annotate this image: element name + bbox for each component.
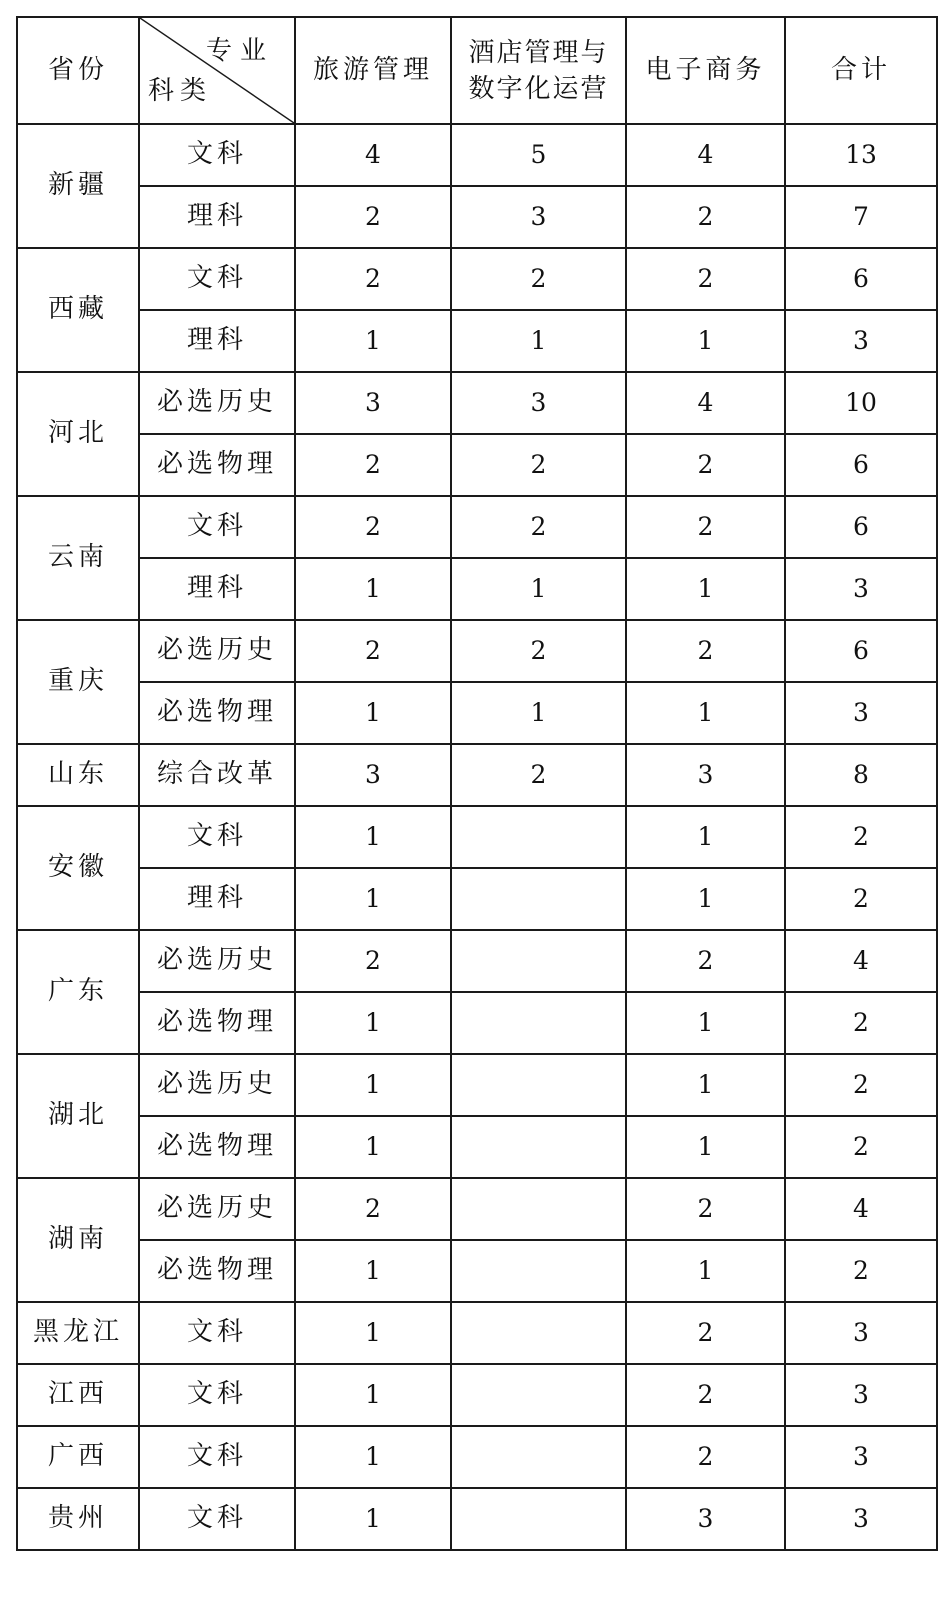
total-count-cell: 6 xyxy=(785,496,937,558)
province-cell: 河北 xyxy=(17,372,139,496)
table-row xyxy=(17,1426,937,1488)
hotel-count-cell: 3 xyxy=(451,186,626,248)
province-cell: 广东 xyxy=(17,930,139,1054)
hotel-count-cell xyxy=(451,930,626,992)
total-count-cell: 2 xyxy=(785,868,937,930)
ecommerce-count-cell: 1 xyxy=(626,310,785,372)
table-row xyxy=(17,496,937,558)
table-row xyxy=(17,806,937,868)
tourism-count-cell: 2 xyxy=(295,496,451,558)
hotel-count-cell: 2 xyxy=(451,248,626,310)
province-cell: 江西 xyxy=(17,1364,139,1426)
ecommerce-count-cell: 1 xyxy=(626,868,785,930)
hotel-count-cell xyxy=(451,1178,626,1240)
category-cell: 必选历史 xyxy=(139,1178,295,1240)
category-cell: 理科 xyxy=(139,186,295,248)
hotel-count-cell xyxy=(451,1302,626,1364)
header-tourism: 旅游管理 xyxy=(295,17,451,124)
tourism-count-cell: 1 xyxy=(295,1116,451,1178)
ecommerce-count-cell: 4 xyxy=(626,124,785,186)
category-cell: 理科 xyxy=(139,310,295,372)
ecommerce-count-cell: 1 xyxy=(626,1116,785,1178)
province-cell: 黑龙江 xyxy=(17,1302,139,1364)
category-cell: 文科 xyxy=(139,1364,295,1426)
header-province: 省份 xyxy=(17,17,139,124)
table-row xyxy=(17,744,937,806)
enrollment-plan-table xyxy=(16,16,938,1551)
table-row xyxy=(17,1302,937,1364)
total-count-cell: 10 xyxy=(785,372,937,434)
ecommerce-count-cell: 2 xyxy=(626,1302,785,1364)
hotel-count-cell: 2 xyxy=(451,496,626,558)
ecommerce-count-cell: 2 xyxy=(626,930,785,992)
hotel-count-cell: 3 xyxy=(451,372,626,434)
ecommerce-count-cell: 1 xyxy=(626,682,785,744)
hotel-count-cell xyxy=(451,806,626,868)
header-diagonal-cell xyxy=(139,17,295,124)
ecommerce-count-cell: 3 xyxy=(626,1488,785,1550)
tourism-count-cell: 3 xyxy=(295,372,451,434)
province-cell: 新疆 xyxy=(17,124,139,248)
header-hotel xyxy=(451,17,626,124)
tourism-count-cell: 4 xyxy=(295,124,451,186)
hotel-count-cell: 5 xyxy=(451,124,626,186)
total-count-cell: 6 xyxy=(785,620,937,682)
total-count-cell: 3 xyxy=(785,1302,937,1364)
enrollment-plan-table-container xyxy=(16,16,936,1551)
ecommerce-count-cell: 1 xyxy=(626,992,785,1054)
ecommerce-count-cell: 1 xyxy=(626,1054,785,1116)
tourism-count-cell: 2 xyxy=(295,248,451,310)
province-cell: 广西 xyxy=(17,1426,139,1488)
table-row xyxy=(17,1364,937,1426)
table-row xyxy=(17,372,937,434)
province-cell: 重庆 xyxy=(17,620,139,744)
tourism-count-cell: 3 xyxy=(295,744,451,806)
header-total: 合计 xyxy=(785,17,937,124)
total-count-cell: 2 xyxy=(785,1054,937,1116)
category-cell: 必选物理 xyxy=(139,1116,295,1178)
total-count-cell: 2 xyxy=(785,1116,937,1178)
hotel-count-cell: 2 xyxy=(451,744,626,806)
category-cell: 必选历史 xyxy=(139,930,295,992)
header-category-label: 科类 xyxy=(148,75,213,106)
table-row xyxy=(17,186,937,248)
table-row xyxy=(17,1240,937,1302)
tourism-count-cell: 1 xyxy=(295,310,451,372)
table-body xyxy=(17,124,937,1550)
header-hotel-line1: 酒店管理与 xyxy=(468,37,609,68)
province-cell: 山东 xyxy=(17,744,139,806)
province-cell: 安徽 xyxy=(17,806,139,930)
table-row xyxy=(17,310,937,372)
total-count-cell: 6 xyxy=(785,434,937,496)
ecommerce-count-cell: 2 xyxy=(626,186,785,248)
hotel-count-cell xyxy=(451,1426,626,1488)
ecommerce-count-cell: 1 xyxy=(626,1240,785,1302)
table-row xyxy=(17,248,937,310)
header-ecommerce: 电子商务 xyxy=(626,17,785,124)
tourism-count-cell: 1 xyxy=(295,1426,451,1488)
total-count-cell: 2 xyxy=(785,1240,937,1302)
header-row xyxy=(17,17,937,124)
header-hotel-line2: 数字化运营 xyxy=(468,73,609,104)
category-cell: 文科 xyxy=(139,248,295,310)
tourism-count-cell: 1 xyxy=(295,1488,451,1550)
table-row xyxy=(17,868,937,930)
diagonal-line xyxy=(140,18,294,123)
ecommerce-count-cell: 2 xyxy=(626,1178,785,1240)
tourism-count-cell: 1 xyxy=(295,682,451,744)
table-row xyxy=(17,1116,937,1178)
tourism-count-cell: 2 xyxy=(295,930,451,992)
total-count-cell: 3 xyxy=(785,1364,937,1426)
province-cell: 湖北 xyxy=(17,1054,139,1178)
ecommerce-count-cell: 2 xyxy=(626,248,785,310)
category-cell: 必选历史 xyxy=(139,620,295,682)
category-cell: 文科 xyxy=(139,1488,295,1550)
header-major-label: 专业 xyxy=(205,36,274,66)
category-cell: 必选历史 xyxy=(139,1054,295,1116)
total-count-cell: 3 xyxy=(785,682,937,744)
province-cell: 西藏 xyxy=(17,248,139,372)
tourism-count-cell: 1 xyxy=(295,558,451,620)
total-count-cell: 2 xyxy=(785,806,937,868)
tourism-count-cell: 1 xyxy=(295,992,451,1054)
tourism-count-cell: 1 xyxy=(295,1364,451,1426)
ecommerce-count-cell: 2 xyxy=(626,1364,785,1426)
hotel-count-cell xyxy=(451,1364,626,1426)
category-cell: 文科 xyxy=(139,1302,295,1364)
category-cell: 必选物理 xyxy=(139,992,295,1054)
category-cell: 文科 xyxy=(139,124,295,186)
ecommerce-count-cell: 4 xyxy=(626,372,785,434)
hotel-count-cell xyxy=(451,1240,626,1302)
hotel-count-cell: 1 xyxy=(451,682,626,744)
table-row xyxy=(17,930,937,992)
province-cell: 湖南 xyxy=(17,1178,139,1302)
table-row xyxy=(17,1054,937,1116)
total-count-cell: 8 xyxy=(785,744,937,806)
hotel-count-cell: 2 xyxy=(451,620,626,682)
table-row xyxy=(17,124,937,186)
ecommerce-count-cell: 2 xyxy=(626,434,785,496)
table-header xyxy=(17,17,937,124)
province-cell: 贵州 xyxy=(17,1488,139,1550)
table-row xyxy=(17,1178,937,1240)
category-cell: 理科 xyxy=(139,558,295,620)
category-cell: 必选物理 xyxy=(139,1240,295,1302)
tourism-count-cell: 2 xyxy=(295,1178,451,1240)
hotel-count-cell xyxy=(451,868,626,930)
ecommerce-count-cell: 2 xyxy=(626,1426,785,1488)
tourism-count-cell: 2 xyxy=(295,620,451,682)
total-count-cell: 3 xyxy=(785,558,937,620)
total-count-cell: 3 xyxy=(785,1488,937,1550)
ecommerce-count-cell: 2 xyxy=(626,620,785,682)
category-cell: 综合改革 xyxy=(139,744,295,806)
total-count-cell: 4 xyxy=(785,930,937,992)
category-cell: 文科 xyxy=(139,1426,295,1488)
hotel-count-cell xyxy=(451,992,626,1054)
hotel-count-cell: 1 xyxy=(451,310,626,372)
total-count-cell: 6 xyxy=(785,248,937,310)
ecommerce-count-cell: 1 xyxy=(626,806,785,868)
ecommerce-count-cell: 3 xyxy=(626,744,785,806)
total-count-cell: 3 xyxy=(785,310,937,372)
total-count-cell: 3 xyxy=(785,1426,937,1488)
hotel-count-cell xyxy=(451,1488,626,1550)
category-cell: 必选物理 xyxy=(139,434,295,496)
total-count-cell: 2 xyxy=(785,992,937,1054)
hotel-count-cell xyxy=(451,1116,626,1178)
tourism-count-cell: 1 xyxy=(295,806,451,868)
total-count-cell: 13 xyxy=(785,124,937,186)
tourism-count-cell: 1 xyxy=(295,868,451,930)
tourism-count-cell: 1 xyxy=(295,1302,451,1364)
table-row xyxy=(17,558,937,620)
hotel-count-cell: 2 xyxy=(451,434,626,496)
category-cell: 必选物理 xyxy=(139,682,295,744)
tourism-count-cell: 1 xyxy=(295,1054,451,1116)
total-count-cell: 7 xyxy=(785,186,937,248)
category-cell: 理科 xyxy=(139,868,295,930)
category-cell: 文科 xyxy=(139,806,295,868)
tourism-count-cell: 1 xyxy=(295,1240,451,1302)
tourism-count-cell: 2 xyxy=(295,434,451,496)
hotel-count-cell: 1 xyxy=(451,558,626,620)
hotel-count-cell xyxy=(451,1054,626,1116)
table-row xyxy=(17,620,937,682)
category-cell: 必选历史 xyxy=(139,372,295,434)
ecommerce-count-cell: 1 xyxy=(626,558,785,620)
total-count-cell: 4 xyxy=(785,1178,937,1240)
province-cell: 云南 xyxy=(17,496,139,620)
tourism-count-cell: 2 xyxy=(295,186,451,248)
category-cell: 文科 xyxy=(139,496,295,558)
table-row xyxy=(17,1488,937,1550)
table-row xyxy=(17,992,937,1054)
ecommerce-count-cell: 2 xyxy=(626,496,785,558)
table-row xyxy=(17,682,937,744)
table-row xyxy=(17,434,937,496)
